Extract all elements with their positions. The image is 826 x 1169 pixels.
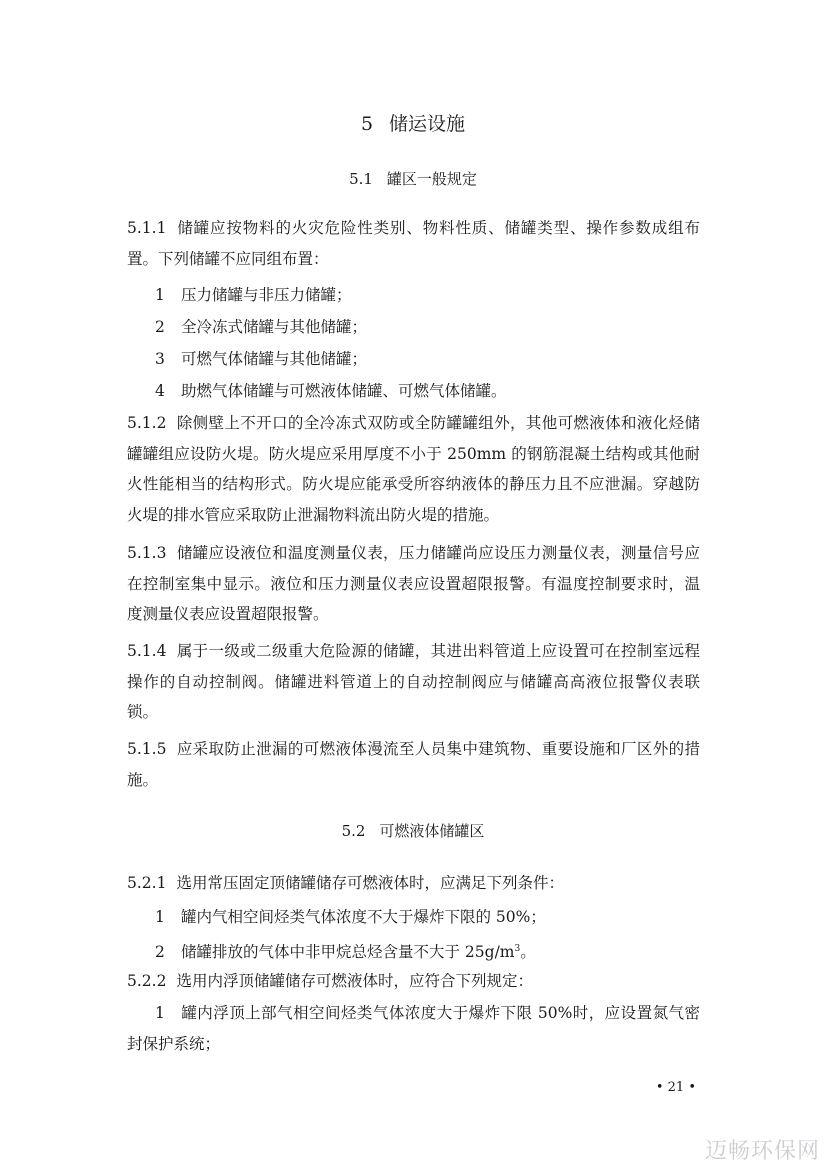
section-number: 5.1 [349, 170, 373, 188]
clause-text: 属于一级或二级重大危险源的储罐，其进出料管道上应设置可在控制室远程操作的自动控制阀。储罐进料管道上的自动控制阀应与储罐高高液位报警仪表联锁。 [127, 642, 700, 721]
item-number: 1 [155, 286, 165, 304]
clause-5-2-1 [127, 868, 700, 899]
clause-number: 5.2.1 [127, 874, 167, 892]
item-number: 4 [155, 382, 165, 400]
item-text: 罐内浮顶上部气相空间烃类气体浓度大于爆炸下限 50%时，应设置氮气密封保护系统； [127, 1004, 700, 1053]
item-text: 可燃气体储罐与其他储罐； [181, 350, 368, 368]
superscript: 3 [514, 944, 521, 954]
section-heading [0, 168, 826, 190]
item-text: 助燃气体储罐与可燃液体储罐、可燃气体储罐。 [181, 382, 507, 400]
section-title: 可燃液体储罐区 [379, 822, 485, 840]
list-item [155, 376, 507, 407]
clause-text: 应采取防止泄漏的可燃液体漫流至人员集中建筑物、重要设施和厂区外的措施。 [127, 740, 700, 789]
sub-item [127, 998, 700, 1059]
clause-5-2-2 [127, 966, 700, 997]
item-text: 压力储罐与非压力储罐； [181, 286, 352, 304]
clause-5-1-2 [127, 408, 700, 530]
item-number: 2 [155, 943, 165, 962]
list-item [155, 312, 367, 343]
chapter-number: 5 [360, 113, 374, 135]
clause-5-1-4 [127, 636, 700, 728]
item-number: 2 [155, 318, 165, 336]
page-number: • 21 • [655, 1080, 696, 1095]
chapter-title: 储运设施 [389, 113, 466, 135]
clause-number: 5.1.2 [127, 414, 167, 432]
clause-5-1-5 [127, 734, 700, 795]
item-text: 全冷冻式储罐与其他储罐； [181, 318, 368, 336]
item-number: 3 [155, 350, 165, 368]
list-item [155, 902, 546, 933]
watermark-logo: 迈畅环保网 [704, 1139, 820, 1164]
clause-text: 选用内浮顶储罐储存可燃液体时，应符合下列规定： [176, 972, 533, 990]
clause-number: 5.1.5 [127, 740, 167, 758]
item-text: 罐内气相空间烃类气体浓度不大于爆炸下限的 50%； [181, 908, 546, 926]
clause-number: 5.1.3 [127, 544, 167, 562]
list-item [155, 344, 367, 375]
list-item [155, 934, 536, 968]
section-title: 罐区一般规定 [386, 170, 477, 188]
clause-text: 储罐应设液位和温度测量仪表，压力储罐尚应设压力测量仪表，测量信号应在控制室集中显示。液位和压力测量仪表应设置超限报警。有温度控制要求时，温度测量仪表应设置超限报警。 [127, 544, 700, 623]
clause-number: 5.2.2 [127, 972, 167, 990]
clause-number: 5.1.1 [127, 219, 167, 237]
section-heading [0, 820, 826, 842]
clause-5-1-3 [127, 538, 700, 630]
chapter-heading [0, 110, 826, 138]
item-number: 1 [155, 1004, 165, 1022]
list-item [155, 280, 352, 311]
item-text-end: 。 [520, 943, 536, 962]
clause-number: 5.1.4 [127, 642, 167, 660]
item-number: 1 [155, 908, 165, 926]
clause-text: 选用常压固定顶储罐储存可燃液体时，应满足下列条件： [176, 874, 564, 892]
clause-text: 除侧壁上不开口的全冷冻式双防或全防罐罐组外，其他可燃液体和液化烃储罐罐组应设防火堤。防火堤应采用厚度不小于 250mm 的钢筋混凝土结构或其他耐火性能相当的结构形式。防火堤应能承受所容纳液体的静压力且不应泄漏。穿越防火堤的排水管应采取防止泄漏物料流出防火堤的措施。 [127, 414, 700, 524]
clause-5-1-1 [127, 213, 700, 274]
section-number: 5.2 [341, 822, 366, 840]
item-text: 储罐排放的气体中非甲烷总烃含量不大于 25g/m [181, 943, 515, 962]
clause-text: 储罐应按物料的火灾危险性类别、物料性质、储罐类型、操作参数成组布置。下列储罐不应同组布置： [127, 219, 700, 268]
